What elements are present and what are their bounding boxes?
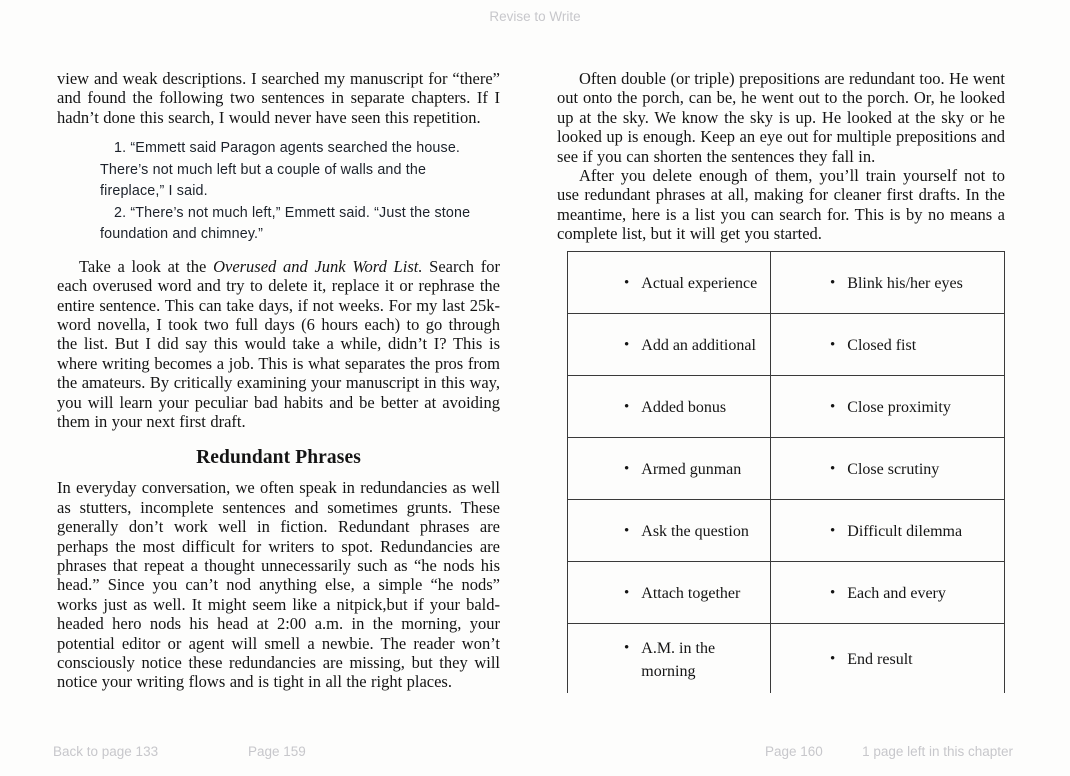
bulleted-phrase	[830, 334, 916, 357]
table-cell-text: End result	[847, 651, 913, 669]
table-cell	[771, 376, 1004, 437]
table-cell-text: Closed fist	[847, 336, 917, 354]
bullet-icon: •	[830, 584, 836, 601]
bulleted-phrase	[830, 648, 913, 671]
bulleted-phrase	[624, 334, 756, 357]
table-cell	[568, 624, 771, 693]
table-cell	[568, 314, 771, 375]
back-to-page-link[interactable]: Back to page 133	[53, 744, 159, 759]
bulleted-phrase	[624, 637, 768, 683]
table-row	[568, 438, 1004, 500]
table-row	[568, 562, 1004, 624]
bullet-icon: •	[830, 460, 836, 477]
paragraph	[57, 257, 500, 432]
left-page	[57, 69, 500, 713]
table-row	[568, 376, 1004, 438]
page-number-right: Page 160	[765, 744, 823, 759]
paragraph: After you delete enough of them, you’ll train yourself not to use redundant phrases at all, making for cleaner first drafts. In the meantime, here is a list you can search for. This is by no means a complete list, but it will get you started.	[557, 166, 1005, 244]
bullet-icon: •	[830, 274, 836, 291]
italic-phrase: Overused and Junk Word List.	[213, 256, 423, 276]
table-cell-text: Blink his/her eyes	[847, 274, 963, 292]
paragraph-text: Take a look at the	[79, 256, 214, 276]
bullet-icon: •	[624, 522, 630, 539]
book-title: Revise to Write	[489, 9, 581, 24]
paragraph: In everyday conversation, we often speak in redundancies as well as stutters, incomplete sentences and sometimes grunts. These generally don’t work well in fiction. Redundant phrases are perhaps the most difficult for writers to spot. Redundancies are phrases that repeat a thought unnecessarily such as “he nods his head.” Since you can’t nod anything else, a simple “he nods” works just as well. It might seem like a nitpick,but if your bald-headed hero nods his head at 2:00 a.m. in the morning, your potential editor or agent will smell a newbie. The reader won’t consciously notice these redundancies are missing, but they will notice your writing flows and is tight in all the right places.	[57, 478, 500, 692]
bullet-icon: •	[624, 584, 630, 601]
table-cell-text: A.M. in the morning	[641, 639, 716, 680]
bulleted-phrase	[624, 458, 741, 481]
table-cell	[568, 252, 771, 313]
bullet-icon: •	[624, 460, 630, 477]
paragraph: view and weak descriptions. I searched my manuscript for “there” and found the following two sentences in separate chapters. If I hadn’t done this search, I would never have seen this repetition.	[57, 69, 500, 127]
bullet-icon: •	[624, 336, 630, 353]
right-page	[557, 69, 1005, 713]
bullet-icon: •	[624, 398, 630, 415]
bulleted-phrase	[624, 582, 740, 605]
table-cell	[771, 438, 1004, 499]
bullet-icon: •	[624, 274, 630, 291]
bulleted-phrase	[830, 582, 946, 605]
table-cell-text: Each and every	[847, 584, 946, 602]
numbered-quote-block	[57, 138, 500, 246]
table-cell	[568, 500, 771, 561]
table-cell-text: Actual experience	[641, 274, 758, 292]
bullet-icon: •	[830, 336, 836, 353]
table-cell-text: Attach together	[641, 584, 741, 602]
bulleted-phrase	[830, 396, 951, 419]
table-cell-text: Ask the question	[641, 522, 749, 540]
table-cell	[568, 562, 771, 623]
bulleted-phrase	[830, 520, 962, 543]
table-cell-text: Added bonus	[641, 398, 727, 416]
redundant-phrases-table	[567, 251, 1005, 693]
table-cell-text: Armed gunman	[641, 460, 742, 478]
table-cell	[771, 562, 1004, 623]
page-number-left: Page 159	[248, 744, 306, 759]
table-cell	[771, 500, 1004, 561]
bulleted-phrase	[624, 520, 749, 543]
bullet-icon: •	[830, 522, 836, 539]
bulleted-phrase	[830, 458, 939, 481]
bullet-icon: •	[624, 639, 630, 656]
table-cell	[568, 438, 771, 499]
table-cell-text: Close scrutiny	[847, 460, 940, 478]
numbered-quote-item: 2. “There’s not much left,” Emmett said. “Just the stone foundation and chimney.”	[100, 204, 471, 243]
table-cell-text: Add an additional	[641, 336, 756, 354]
numbered-quote-item: 1. “Emmett said Paragon agents searched the house. There’s not much left but a couple of walls and the fireplace,” I said.	[100, 140, 461, 200]
bullet-icon: •	[830, 398, 836, 415]
table-row	[568, 252, 1004, 314]
table-cell	[771, 252, 1004, 313]
paragraph-text: Search for each overused word and try to delete it, replace it or rephrase the entire sentence. This can take days, if not weeks. For my last 25k-word novella, I took two full days (6 hours each) to go through the list. But I did say this would take a while, didn’t I? This is where writing becomes a job. This is what separates the pros from the amateurs. By critically examining your manuscript in this way, you will learn your peculiar bad habits and be better at avoiding them in your next first draft.	[57, 256, 500, 431]
bulleted-phrase	[624, 396, 726, 419]
table-row	[568, 500, 1004, 562]
bullet-icon: •	[830, 651, 836, 668]
pages-left-indicator: 1 page left in this chapter	[862, 744, 1013, 759]
section-heading: Redundant Phrases	[196, 447, 361, 469]
table-cell	[568, 376, 771, 437]
table-cell	[771, 314, 1004, 375]
table-row	[568, 624, 1004, 693]
bulleted-phrase	[624, 272, 757, 295]
table-cell-text: Close proximity	[847, 398, 951, 416]
table-row	[568, 314, 1004, 376]
table-cell	[771, 624, 1004, 693]
paragraph: Often double (or triple) prepositions are redundant too. He went out onto the porch, can be, he went out to the porch. Or, he looked up at the sky. We know the sky is up. He looked at the sky or he looked up is enough. Keep an eye out for multiple prepositions and see if you can shorten the sentences they fall in.	[557, 69, 1005, 166]
table-cell-text: Difficult dilemma	[847, 522, 963, 540]
bulleted-phrase	[830, 272, 963, 295]
